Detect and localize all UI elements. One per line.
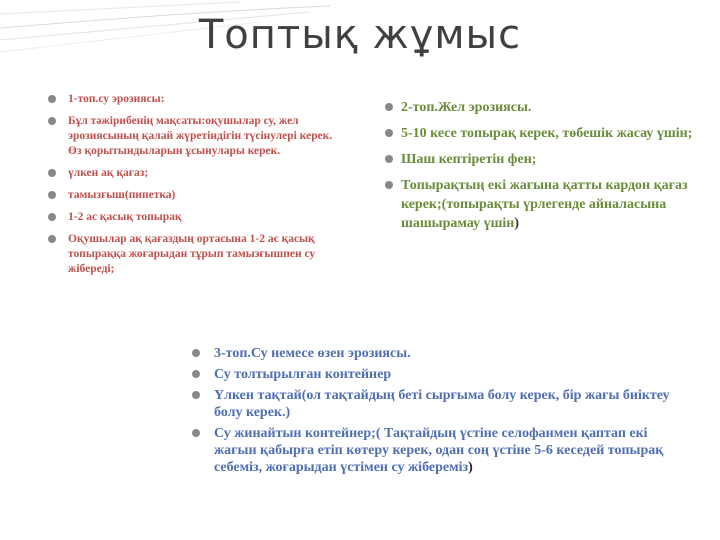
bullet-icon xyxy=(385,103,393,111)
slide-title: Топтық жұмыс xyxy=(198,12,522,58)
closing-paren: ) xyxy=(468,460,473,475)
list-item: Су жинайтын контейнер;( Тақтайдың үстіне селофанмен қаптап екі жағын қабырға етіп көтеру керек, одан соң үстіне 5-6 кеседей топырақ себеміз, жоғарыдан үстімен су жібереміз) xyxy=(192,425,692,476)
bullet-icon xyxy=(192,349,200,357)
bullet-icon xyxy=(48,95,56,103)
list-item: 1-2 ас қасық топырақ xyxy=(48,210,348,225)
bullet-icon xyxy=(48,117,56,125)
list-item: 5-10 кесе топырақ керек, төбешік жасау үшін; xyxy=(385,124,700,143)
bullet-icon xyxy=(48,191,56,199)
group1-list xyxy=(48,92,348,284)
bullet-icon xyxy=(192,370,200,378)
list-item: 3-топ.Су немесе өзен эрозиясы. xyxy=(192,345,692,362)
bullet-icon xyxy=(48,235,56,243)
list-item: 1-топ.су эрозиясы: xyxy=(48,92,348,107)
list-item: үлкен ақ қағаз; xyxy=(48,166,348,181)
bullet-icon xyxy=(385,155,393,163)
list-item: Топырақтың екі жағына қатты кардон қағаз керек;(топырақты үрлегенде айналасына шашырамау үшін) xyxy=(385,176,700,233)
bullet-icon xyxy=(48,169,56,177)
bullet-icon xyxy=(385,129,393,137)
group2-list xyxy=(385,98,700,240)
bullet-icon xyxy=(385,181,393,189)
list-item: тамызғыш(пипетка) xyxy=(48,188,348,203)
list-item: 2-топ.Жел эрозиясы. xyxy=(385,98,700,117)
list-item: Шаш кептіретін фен; xyxy=(385,150,700,169)
list-item: Оқушылар ақ қағаздың ортасына 1-2 ас қасық топыраққа жоғарыдан тұрып тамызғышпен су жібереді; xyxy=(48,232,348,277)
bullet-icon xyxy=(48,213,56,221)
closing-paren: ) xyxy=(514,216,520,231)
list-item: Су толтырылған контейнер xyxy=(192,366,692,383)
list-item: Үлкен тақтай(ол тақтайдың беті сырғыма болу керек, бір жағы биіктеу болу керек.) xyxy=(192,387,692,421)
list-item: Бұл тәжірибенің мақсаты:оқушылар су, жел эрозиясының қалай жүретіндігін түсінулері керек. Өз қорытындыларын ұсынулары керек. xyxy=(48,114,348,159)
bullet-icon xyxy=(192,391,200,399)
bullet-icon xyxy=(192,429,200,437)
group3-list xyxy=(192,345,692,480)
